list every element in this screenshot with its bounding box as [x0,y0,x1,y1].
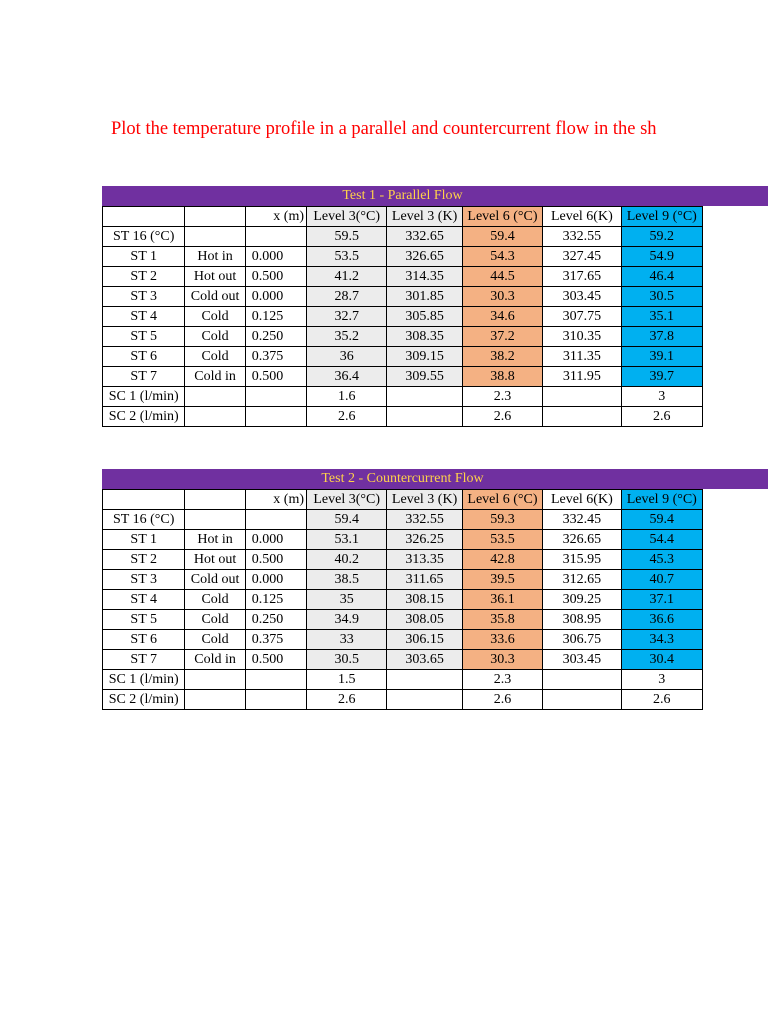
cell-level3-k [387,387,462,407]
cell-level3-c: 34.9 [307,610,387,630]
cell-role: Hot in [185,530,245,550]
cell-role [185,690,245,710]
table-row [103,610,703,630]
cell-role: Cold [185,347,245,367]
cell-level3-k: 309.55 [387,367,462,387]
cell-level6-k: 327.45 [543,247,621,267]
header-level3-k: Level 3 (K) [387,207,462,227]
cell-level6-c: 2.3 [462,670,542,690]
instruction-text: Plot the temperature profile in a parallel and countercurrent flow in the sh [111,119,657,139]
cell-sensor: ST 16 (°C) [103,227,185,247]
cell-level6-c: 30.3 [462,287,542,307]
cell-sensor: ST 6 [103,347,185,367]
cell-sensor: ST 7 [103,650,185,670]
cell-level9-c: 46.4 [621,267,702,287]
cell-role: Cold [185,610,245,630]
cell-level6-k: 308.95 [543,610,621,630]
cell-position [245,510,306,530]
header-sensor [103,490,185,510]
table-row [103,227,703,247]
cell-level6-k: 317.65 [543,267,621,287]
cell-role [185,670,245,690]
cell-level3-k: 326.25 [387,530,462,550]
cell-sensor: ST 16 (°C) [103,510,185,530]
cell-level3-c: 30.5 [307,650,387,670]
cell-level3-c: 2.6 [307,690,387,710]
cell-level9-c: 2.6 [621,407,702,427]
table-row [103,530,703,550]
cell-level3-c: 35.2 [307,327,387,347]
cell-level6-k: 306.75 [543,630,621,650]
cell-level9-c: 34.3 [621,630,702,650]
test-1-title: Test 1 - Parallel Flow [342,188,463,203]
cell-position: 0.250 [245,327,306,347]
cell-level3-c: 53.5 [307,247,387,267]
cell-level3-c: 36.4 [307,367,387,387]
header-level3-c: Level 3(°C) [307,207,387,227]
table-row [103,510,703,530]
cell-level3-k: 332.65 [387,227,462,247]
cell-level9-c: 35.1 [621,307,702,327]
cell-level3-c: 28.7 [307,287,387,307]
cell-sensor: ST 4 [103,307,185,327]
header-level3-c: Level 3(°C) [307,490,387,510]
table-row [103,287,703,307]
cell-level6-c: 44.5 [462,267,542,287]
table-row [103,387,703,407]
cell-level6-c: 38.2 [462,347,542,367]
cell-level6-k: 311.35 [543,347,621,367]
table-row [103,367,703,387]
header-position: x (m) [245,490,306,510]
cell-level6-c: 38.8 [462,367,542,387]
cell-level3-k [387,407,462,427]
cell-position: 0.375 [245,347,306,367]
cell-sensor: ST 7 [103,367,185,387]
table-row [103,307,703,327]
cell-level6-k: 312.65 [543,570,621,590]
table-row [103,247,703,267]
cell-level6-k: 315.95 [543,550,621,570]
cell-level6-c: 54.3 [462,247,542,267]
cell-level6-c: 42.8 [462,550,542,570]
cell-level6-k [543,670,621,690]
cell-level3-c: 33 [307,630,387,650]
header-level3-k: Level 3 (K) [387,490,462,510]
table-row [103,690,703,710]
table-row [103,407,703,427]
cell-level6-k [543,407,621,427]
cell-level6-c: 2.6 [462,407,542,427]
cell-sensor: SC 2 (l/min) [103,407,185,427]
cell-level3-k: 308.35 [387,327,462,347]
cell-role: Cold in [185,650,245,670]
cell-position: 0.000 [245,247,306,267]
cell-level6-k [543,387,621,407]
cell-sensor: SC 2 (l/min) [103,690,185,710]
cell-level3-k: 303.65 [387,650,462,670]
cell-role: Cold [185,307,245,327]
cell-sensor: ST 4 [103,590,185,610]
cell-role [185,387,245,407]
header-sensor [103,207,185,227]
cell-sensor: ST 6 [103,630,185,650]
cell-level6-k: 332.55 [543,227,621,247]
cell-sensor: ST 5 [103,610,185,630]
cell-level3-c: 38.5 [307,570,387,590]
cell-level3-k: 311.65 [387,570,462,590]
cell-role: Hot out [185,550,245,570]
cell-level9-c: 30.4 [621,650,702,670]
cell-sensor: ST 5 [103,327,185,347]
cell-role: Cold in [185,367,245,387]
cell-level3-k: 309.15 [387,347,462,367]
cell-level3-k: 305.85 [387,307,462,327]
cell-level3-k [387,670,462,690]
cell-level3-c: 2.6 [307,407,387,427]
cell-sensor: ST 2 [103,550,185,570]
cell-level9-c: 37.1 [621,590,702,610]
cell-level3-c: 32.7 [307,307,387,327]
table-row [103,327,703,347]
cell-level6-c: 37.2 [462,327,542,347]
cell-level9-c: 36.6 [621,610,702,630]
cell-sensor: ST 2 [103,267,185,287]
cell-level9-c: 30.5 [621,287,702,307]
cell-level6-k: 303.45 [543,287,621,307]
cell-role: Cold [185,630,245,650]
cell-level6-k [543,690,621,710]
header-role [185,207,245,227]
cell-level6-k: 303.45 [543,650,621,670]
cell-position: 0.500 [245,367,306,387]
cell-level6-k: 332.45 [543,510,621,530]
cell-level3-k: 332.55 [387,510,462,530]
cell-sensor: ST 3 [103,570,185,590]
table-row [103,267,703,287]
cell-level9-c: 39.7 [621,367,702,387]
test-2-title: Test 2 - Countercurrent Flow [321,471,484,486]
cell-position: 0.000 [245,287,306,307]
cell-level6-c: 2.6 [462,690,542,710]
header-row [103,207,703,227]
cell-sensor: ST 1 [103,530,185,550]
cell-role: Cold [185,327,245,347]
cell-level9-c: 3 [621,670,702,690]
cell-level9-c: 54.4 [621,530,702,550]
cell-position: 0.250 [245,610,306,630]
cell-position: 0.500 [245,650,306,670]
cell-level9-c: 40.7 [621,570,702,590]
cell-level6-c: 53.5 [462,530,542,550]
cell-level3-k: 314.35 [387,267,462,287]
cell-level3-k: 326.65 [387,247,462,267]
cell-level6-c: 30.3 [462,650,542,670]
table-row [103,347,703,367]
table-row [103,630,703,650]
cell-role [185,407,245,427]
cell-position: 0.000 [245,570,306,590]
cell-level3-k: 313.35 [387,550,462,570]
header-level6-c: Level 6 (°C) [462,207,542,227]
cell-level6-c: 34.6 [462,307,542,327]
cell-level9-c: 45.3 [621,550,702,570]
cell-level3-k: 306.15 [387,630,462,650]
cell-position [245,690,306,710]
cell-position: 0.375 [245,630,306,650]
header-role [185,490,245,510]
cell-level3-c: 41.2 [307,267,387,287]
test-2-table [102,489,703,710]
cell-level3-k: 308.15 [387,590,462,610]
cell-sensor: SC 1 (l/min) [103,670,185,690]
cell-level6-c: 33.6 [462,630,542,650]
cell-level3-k: 301.85 [387,287,462,307]
header-row [103,490,703,510]
cell-level9-c: 39.1 [621,347,702,367]
cell-role [185,227,245,247]
test-1-table [102,206,703,427]
table-row [103,670,703,690]
cell-level3-k [387,690,462,710]
cell-level9-c: 2.6 [621,690,702,710]
cell-sensor: SC 1 (l/min) [103,387,185,407]
cell-level3-c: 40.2 [307,550,387,570]
cell-position: 0.000 [245,530,306,550]
cell-sensor: ST 1 [103,247,185,267]
cell-role: Hot in [185,247,245,267]
cell-level6-k: 309.25 [543,590,621,610]
cell-level6-c: 59.4 [462,227,542,247]
cell-position: 0.500 [245,550,306,570]
cell-position [245,670,306,690]
cell-level6-k: 310.35 [543,327,621,347]
cell-level6-k: 311.95 [543,367,621,387]
cell-level3-c: 59.5 [307,227,387,247]
cell-level9-c: 54.9 [621,247,702,267]
header-level6-c: Level 6 (°C) [462,490,542,510]
cell-position [245,387,306,407]
cell-sensor: ST 3 [103,287,185,307]
cell-role: Hot out [185,267,245,287]
cell-level9-c: 59.2 [621,227,702,247]
header-level6-k: Level 6(K) [543,207,621,227]
test-2-banner [102,469,768,489]
cell-level3-c: 1.5 [307,670,387,690]
cell-level3-c: 53.1 [307,530,387,550]
cell-level9-c: 37.8 [621,327,702,347]
header-position: x (m) [245,207,306,227]
cell-position: 0.125 [245,307,306,327]
cell-level3-c: 1.6 [307,387,387,407]
cell-role: Cold out [185,570,245,590]
table-row [103,550,703,570]
cell-level3-c: 59.4 [307,510,387,530]
cell-level6-c: 36.1 [462,590,542,610]
cell-role [185,510,245,530]
cell-level6-c: 59.3 [462,510,542,530]
table-row [103,650,703,670]
cell-level6-c: 39.5 [462,570,542,590]
cell-role: Cold out [185,287,245,307]
cell-position: 0.500 [245,267,306,287]
cell-position [245,227,306,247]
table-row [103,570,703,590]
cell-level3-k: 308.05 [387,610,462,630]
cell-level6-c: 35.8 [462,610,542,630]
header-level6-k: Level 6(K) [543,490,621,510]
cell-level6-k: 326.65 [543,530,621,550]
cell-level6-k: 307.75 [543,307,621,327]
cell-position: 0.125 [245,590,306,610]
table-row [103,590,703,610]
cell-level3-c: 36 [307,347,387,367]
cell-level6-c: 2.3 [462,387,542,407]
cell-level3-c: 35 [307,590,387,610]
cell-level9-c: 3 [621,387,702,407]
header-level9-c: Level 9 (°C) [621,207,702,227]
cell-level9-c: 59.4 [621,510,702,530]
header-level9-c: Level 9 (°C) [621,490,702,510]
test-1-banner [102,186,768,206]
cell-position [245,407,306,427]
cell-role: Cold [185,590,245,610]
